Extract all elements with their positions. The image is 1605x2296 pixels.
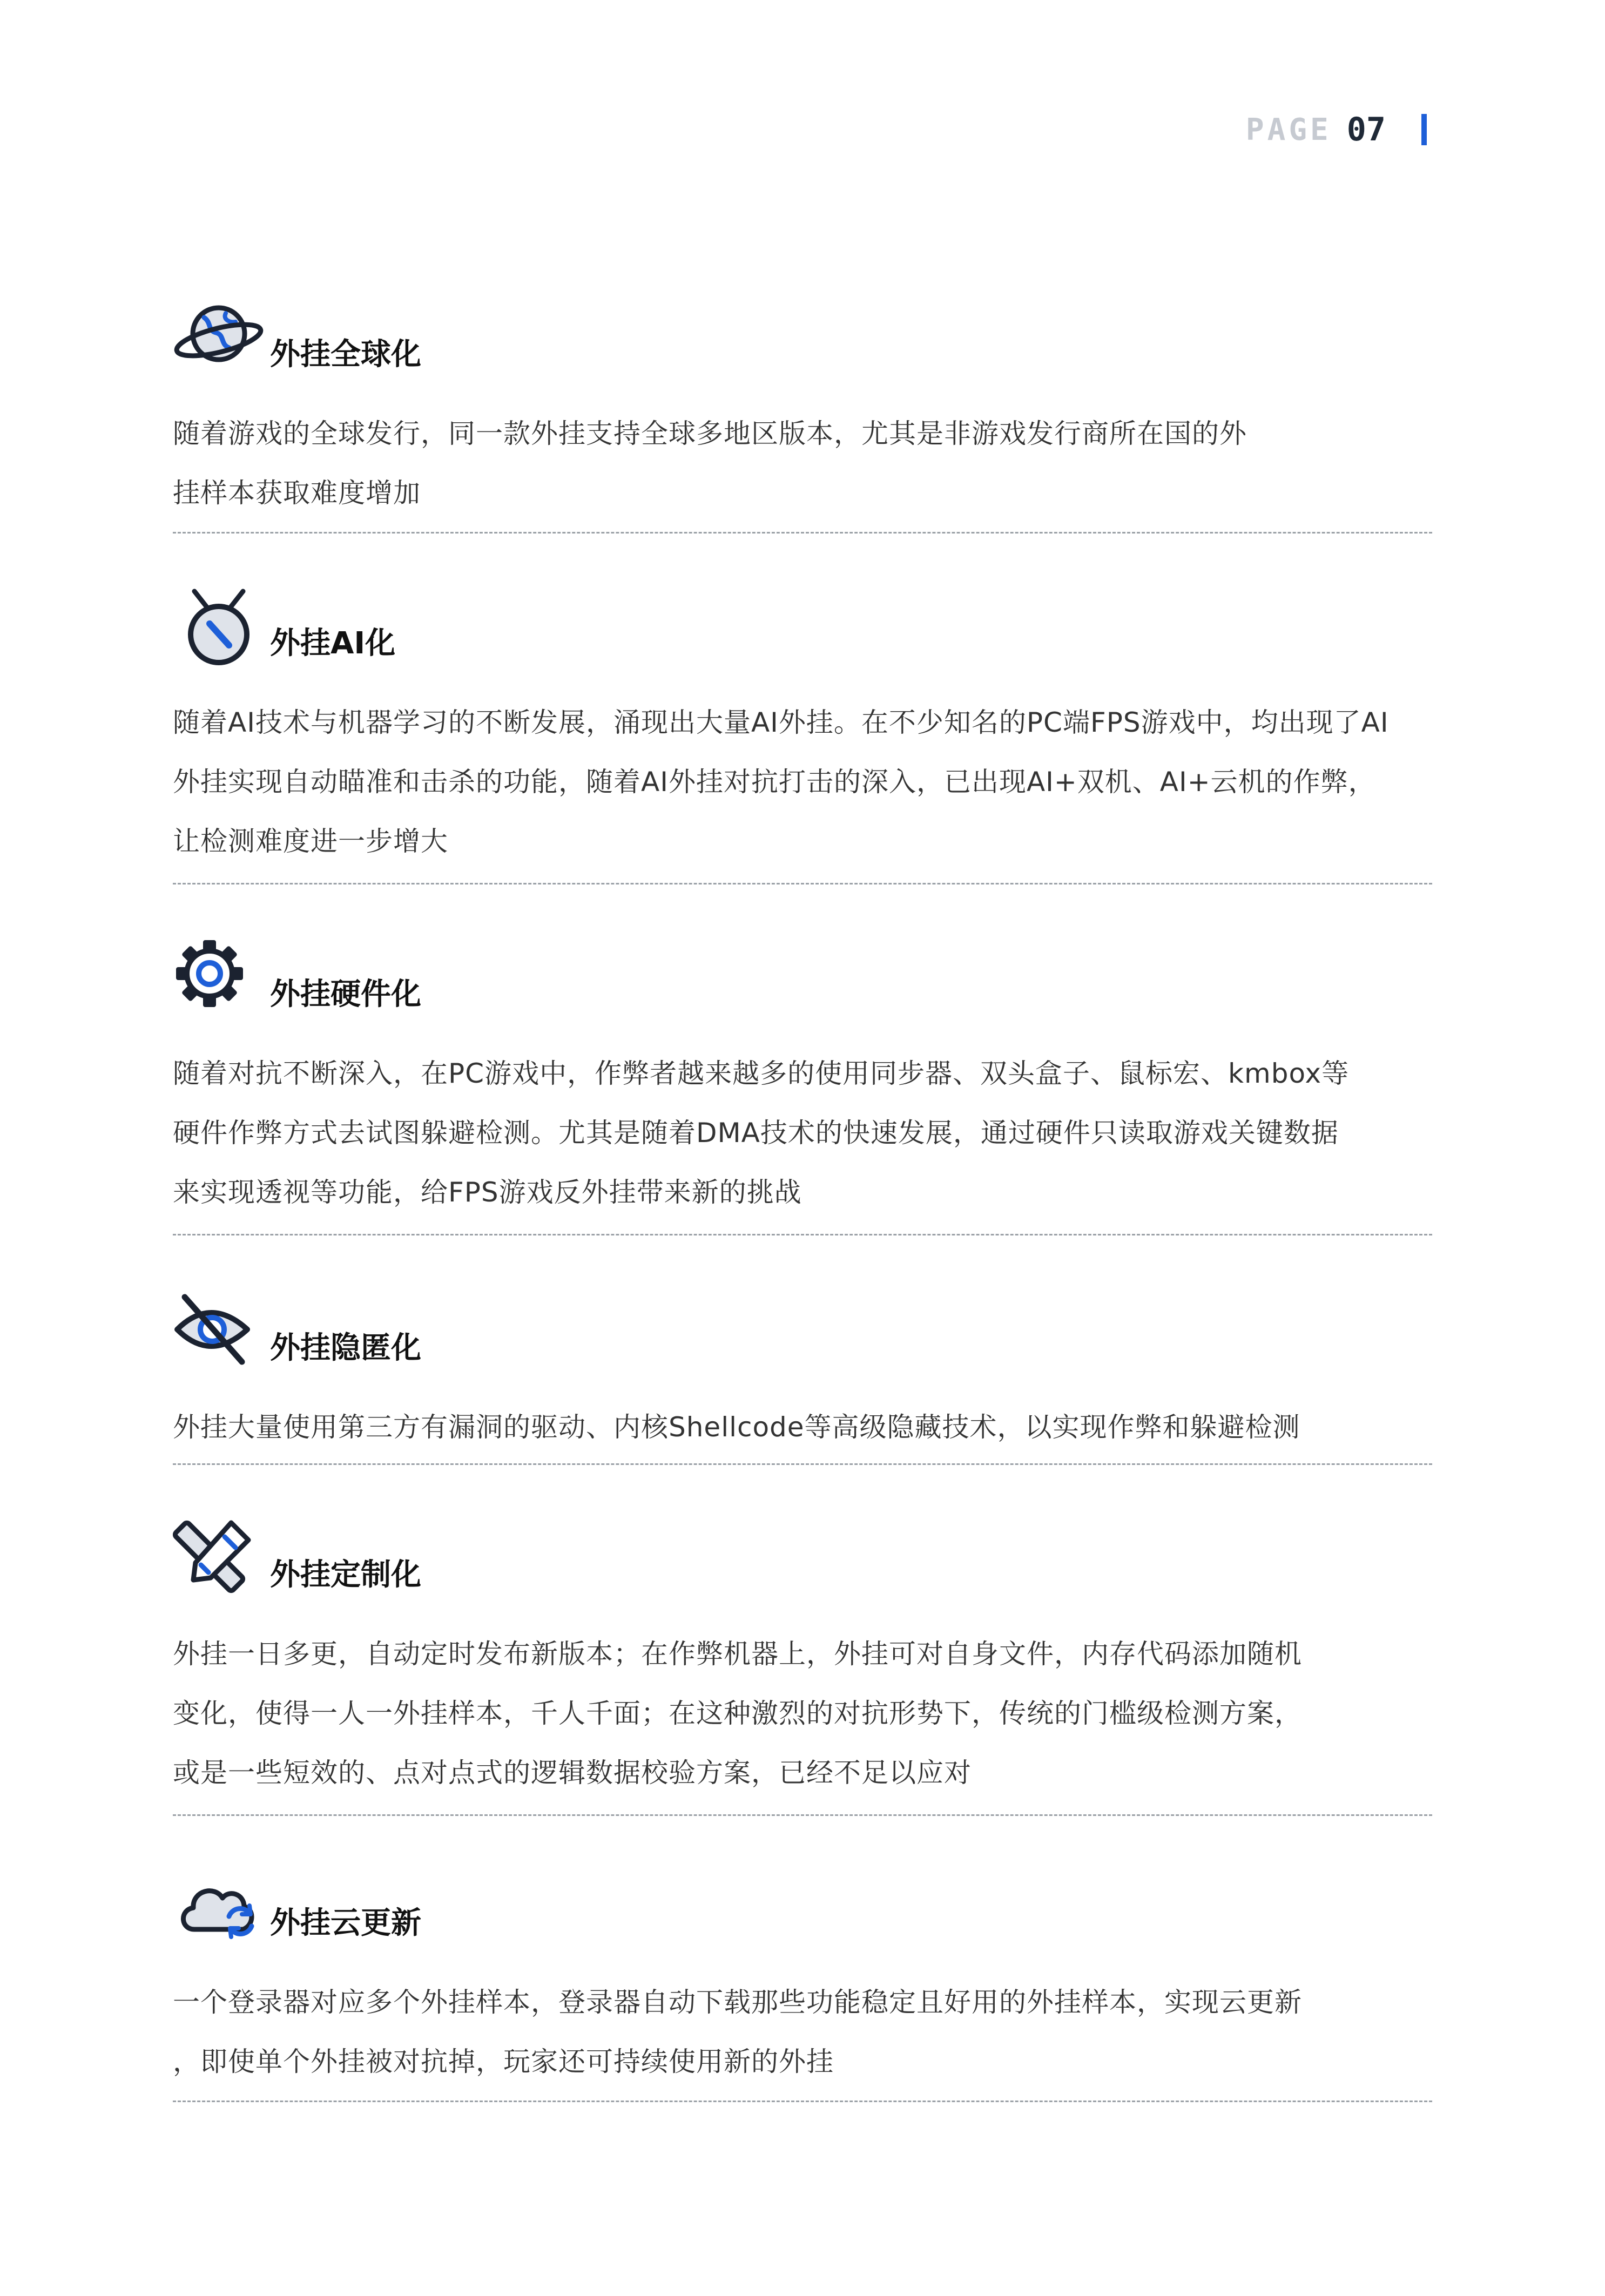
text-line: 或是一些短效的、点对点式的逻辑数据校验方案，已经不足以应对 — [173, 1757, 972, 1788]
text-line: 硬件作弊方式去试图躲避检测。尤其是随着DMA技术的快速发展，通过硬件只读取游戏关键数据 — [173, 1117, 1339, 1149]
text-line: ，即使单个外挂被对抗掉，玩家还可持续使用新的外挂 — [173, 2046, 834, 2077]
cloud-sync-icon — [173, 1860, 265, 1952]
divider — [173, 1814, 1432, 1816]
section-title: 外挂硬件化 — [270, 977, 421, 1012]
eye-off-icon — [173, 1285, 265, 1377]
text-line: 变化，使得一人一外挂样本，千人千面；在这种激烈的对抗形势下，传统的门槛级检测方案， — [173, 1698, 1302, 1729]
section-text — [173, 693, 1432, 871]
gear-icon — [173, 931, 265, 1023]
section-text — [173, 1624, 1432, 1802]
text-line: 外挂大量使用第三方有漏洞的驱动、内核Shellcode等高级隐藏技术，以实现作弊和躲避检测 — [173, 1412, 1300, 1443]
section-text — [173, 404, 1432, 523]
text-line: 随着游戏的全球发行，同一款外挂支持全球多地区版本，尤其是非游戏发行商所在国的外 — [173, 418, 1247, 449]
text-line: 外挂一日多更，自动定时发布新版本；在作弊机器上，外挂可对自身文件，内存代码添加随机 — [173, 1638, 1302, 1670]
section-text — [173, 1044, 1432, 1222]
globe-icon — [173, 292, 265, 383]
text-line: 挂样本获取难度增加 — [173, 477, 421, 509]
text-line: 一个登录器对应多个外挂样本，登录器自动下载那些功能稳定且好用的外挂样本，实现云更新 — [173, 1987, 1302, 2018]
divider — [173, 532, 1432, 534]
section-title: 外挂AI化 — [270, 626, 396, 661]
divider — [173, 883, 1432, 884]
page-number: 07 — [1346, 111, 1386, 148]
section-hardware — [173, 931, 1432, 1222]
text-line: 让检测难度进一步增大 — [173, 826, 448, 857]
section-text — [173, 1397, 1432, 1457]
page-accent-bar — [1421, 114, 1427, 145]
section-title: 外挂定制化 — [270, 1557, 421, 1592]
section-title: 外挂全球化 — [270, 337, 421, 372]
section-customization — [173, 1512, 1432, 1802]
divider — [173, 1234, 1432, 1235]
text-line: 随着对抗不断深入，在PC游戏中，作弊者越来越多的使用同步器、双头盒子、鼠标宏、kmbox等 — [173, 1058, 1350, 1089]
section-cloud-update — [173, 1860, 1432, 2091]
text-line: 随着AI技术与机器学习的不断发展，涌现出大量AI外挂。在不少知名的PC端FPS游戏中，均出现了AI — [173, 707, 1389, 738]
text-line: 来实现透视等功能，给FPS游戏反外挂带来新的挑战 — [173, 1177, 802, 1208]
section-ai — [173, 580, 1432, 871]
robot-icon — [173, 580, 265, 672]
divider — [173, 2101, 1432, 2102]
section-text — [173, 1973, 1432, 2091]
section-title: 外挂隐匿化 — [270, 1331, 421, 1366]
text-line: 外挂实现自动瞄准和击杀的功能，随着AI外挂对抗打击的深入，已出现AI+双机、AI+云机的作弊， — [173, 766, 1376, 798]
pencil-ruler-icon — [173, 1512, 265, 1604]
section-title: 外挂云更新 — [270, 1906, 421, 1941]
page-header — [1246, 111, 1427, 148]
section-stealth — [173, 1285, 1432, 1457]
divider — [173, 1463, 1432, 1465]
page-label: PAGE — [1245, 112, 1332, 147]
section-globalization — [173, 292, 1432, 523]
